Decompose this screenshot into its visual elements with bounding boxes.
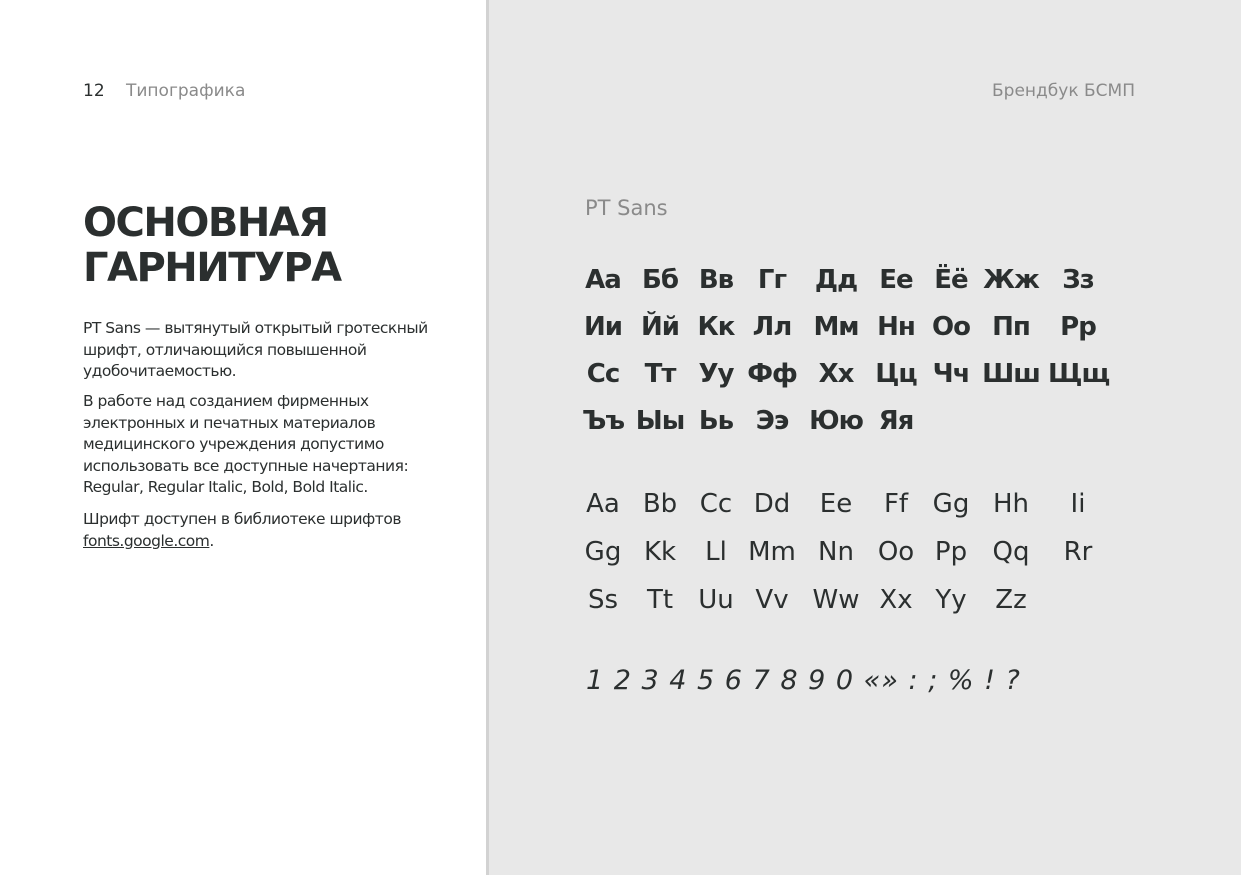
cyrillic-glyph: Щщ — [1048, 359, 1110, 389]
cyrillic-glyph: Жж — [983, 265, 1039, 295]
cyrillic-glyph: Хх — [818, 359, 854, 389]
brandbook-title: Брендбук БСМП — [992, 81, 1135, 101]
latin-glyph: Qq — [992, 537, 1030, 567]
cyrillic-glyph: Бб — [642, 265, 678, 295]
cyrillic-glyph: Ьь — [698, 406, 734, 436]
latin-glyph: Aa — [586, 489, 620, 519]
cyrillic-glyph: Кк — [697, 312, 735, 342]
description-paragraph-1: PT Sans — вытянутый открытый гротескный шрифт, отличающийся повышенной удобочитаемостью. — [83, 319, 428, 380]
latin-glyph: Ww — [812, 585, 860, 615]
latin-glyph: Kk — [643, 537, 677, 567]
latin-glyph: Ee — [819, 489, 853, 519]
cyrillic-glyph: Оо — [932, 312, 970, 342]
cyrillic-glyph: Ыы — [635, 406, 685, 436]
latin-glyph: Hh — [992, 489, 1030, 519]
latin-glyph: Nn — [818, 537, 854, 567]
latin-glyph: Ii — [1070, 489, 1086, 519]
heading-line-2: ГАРНИТУРА — [83, 245, 341, 291]
cyrillic-glyph: Пп — [992, 312, 1030, 342]
cyrillic-glyph: Мм — [813, 312, 859, 342]
latin-glyph: Xx — [879, 585, 913, 615]
cyrillic-glyph: Лл — [752, 312, 792, 342]
description-paragraph-2: В работе над созданием фирменных электронных и печатных материалов медицинского учреждения допустимо использовать все доступные начертания: Regular, Regular Italic, Bold, Bold Italic. — [83, 392, 409, 496]
cyrillic-glyph: Уу — [698, 359, 734, 389]
latin-glyph: Ss — [587, 585, 619, 615]
cyrillic-glyph: Зз — [1062, 265, 1094, 295]
page-number: 12 — [83, 81, 105, 101]
latin-glyph: Rr — [1063, 537, 1093, 567]
cyrillic-glyph: Чч — [932, 359, 970, 389]
description-paragraph-3 — [83, 509, 438, 552]
latin-glyph: Zz — [995, 585, 1027, 615]
cyrillic-glyph: Фф — [747, 359, 797, 389]
heading-line-1: ОСНОВНАЯ — [83, 200, 328, 246]
section-name: Типографика — [126, 81, 246, 101]
cyrillic-glyph: Вв — [698, 265, 734, 295]
cyrillic-glyph: Рр — [1060, 312, 1096, 342]
cyrillic-glyph: Дд — [814, 265, 858, 295]
digits-and-punctuation: 1 2 3 4 5 6 7 8 9 0 «» : ; % ! ? — [586, 665, 1021, 696]
cyrillic-glyph: Аа — [585, 265, 621, 295]
cyrillic-glyph: Сс — [586, 359, 620, 389]
latin-glyph: Pp — [934, 537, 968, 567]
latin-glyph: Ff — [883, 489, 909, 519]
latin-glyph: Yy — [935, 585, 967, 615]
latin-glyph: Gg — [584, 537, 622, 567]
font-name-label: PT Sans — [585, 196, 668, 220]
latin-glyph: Vv — [755, 585, 789, 615]
latin-glyph: Bb — [642, 489, 678, 519]
latin-glyph: Oo — [877, 537, 915, 567]
cyrillic-glyph: Нн — [877, 312, 915, 342]
latin-glyph: Cc — [699, 489, 733, 519]
fonts-google-link[interactable]: fonts.google.com — [83, 531, 210, 550]
library-text: Шрифт доступен в библиотеке шрифтов — [83, 510, 401, 528]
cyrillic-glyph: Ъъ — [582, 406, 624, 436]
cyrillic-glyph: Ии — [584, 312, 622, 342]
latin-glyph: Dd — [753, 489, 791, 519]
cyrillic-glyph: Ёё — [934, 265, 968, 295]
cyrillic-glyph: Гг — [757, 265, 787, 295]
latin-glyph: Mm — [748, 537, 796, 567]
cyrillic-glyph: Тт — [644, 359, 676, 389]
cyrillic-glyph: Юю — [809, 406, 863, 436]
latin-glyph: Ll — [705, 537, 727, 567]
latin-glyph: Gg — [932, 489, 970, 519]
latin-glyph: Uu — [698, 585, 734, 615]
library-text-end: . — [209, 531, 214, 550]
latin-glyph: Tt — [646, 585, 674, 615]
right-panel — [489, 0, 1241, 875]
page-heading — [83, 201, 483, 291]
cyrillic-glyph: Цц — [875, 359, 917, 389]
cyrillic-glyph: Йй — [641, 312, 679, 342]
cyrillic-glyph: Яя — [878, 406, 914, 436]
cyrillic-glyph: Ээ — [755, 406, 789, 436]
cyrillic-glyph: Ее — [879, 265, 913, 295]
cyrillic-glyph: Шш — [982, 359, 1040, 389]
